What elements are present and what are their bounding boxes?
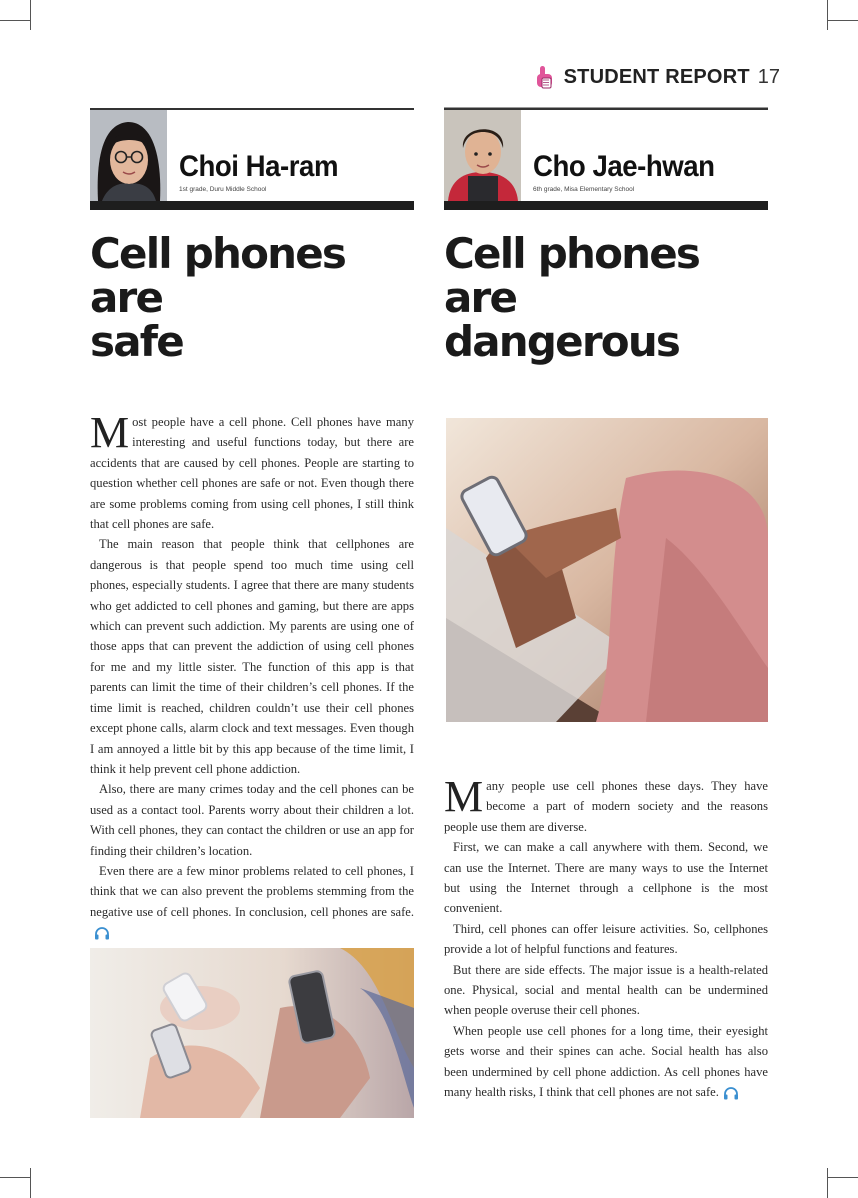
paragraph: The main reason that people think that cellphones are dangerous is that people spend too much time using cell phones, especially students. I agree that there are many students who get addicted to cell phones and gaming, but there are apps which can prevent such addiction. My parents are using one of those apps that can prevent the addiction of using cell phones for me and my little sister. The function of this app is that parents can limit the time of their children’s cell phones. If the time limit is reached, children couldn’t use their cell phones except phone calls, alarm clock and text messages. Even though I am annoyed a little bit by this app because of the time limit, I think it help prevent cell phone addiction. (90, 537, 414, 776)
page-header (534, 64, 780, 90)
drop-cap: M (444, 772, 484, 821)
crop-mark (30, 0, 31, 30)
author-name: Cho Jae-hwan (533, 150, 715, 183)
author-photo-boy (444, 110, 521, 201)
paragraph: Even there are a few minor problems related to cell phones, I think that we can also prevent the problems stemming from the negative use of cell phones. In conclusion, cell phones are safe. (90, 861, 414, 943)
headline-right: Cell phones are dangerous (444, 229, 700, 366)
paragraph: But there are side effects. The major issue is a health-related one. Physical, social and mental health can be undermined when people overuse their cell phones. (444, 962, 768, 1018)
paragraph: Many people use cell phones these days. They have become a part of modern society and the reasons people use them are diverse. (444, 772, 768, 834)
crop-mark (827, 0, 828, 30)
author-card-left (90, 108, 414, 210)
headphones-icon (723, 1086, 739, 1100)
article-right (444, 772, 768, 1103)
crop-mark (0, 20, 30, 21)
paragraph: Most people have a cell phone. Cell phones have many interesting and useful functions today, but there are accidents that are caused by cell phones. People are starting to question whether cell phones are safe or not. Even though there are some problems coming from using cell phones, I still think that cell phones are safe. (90, 408, 414, 532)
photo-phone-and-laptop (446, 418, 768, 722)
photo-hands-with-phones (90, 948, 414, 1118)
crop-mark (828, 20, 858, 21)
pointing-hand-icon (534, 64, 556, 90)
drop-cap: M (90, 408, 130, 457)
author-photo-girl (90, 110, 167, 201)
article-left (90, 408, 414, 943)
page-number: 17 (757, 65, 780, 88)
paragraph: When people use cell phones for a long time, their eyesight gets worse and their spines can ache. Social health has also been undermined by cell phone addiction. As cell phones have many health risks, I think that cell phones are not safe. (444, 1023, 768, 1100)
paragraph: First, we can make a call anywhere with them. Second, we can use the Internet. There are many ways to use the Internet but using the Internet through a cellphone is the most convenient. (444, 840, 768, 916)
author-card-right (444, 108, 768, 210)
crop-mark (30, 1168, 31, 1198)
headline-left: Cell phones are safe (90, 229, 346, 366)
author-school: 6th grade, Misa Elementary School (533, 186, 635, 193)
author-school: 1st grade, Duru Middle School (179, 186, 267, 193)
headphones-icon (94, 926, 110, 940)
crop-mark (828, 1177, 858, 1178)
paragraph: Also, there are many crimes today and the cell phones can be used as a contact tool. Parents worry about their children a lot. With cell phones, they can contact the children or use an app for finding their children’s location. (90, 782, 414, 858)
crop-mark (0, 1177, 30, 1178)
paragraph: Third, cell phones can offer leisure activities. So, cellphones provide a lot of helpful functions and features. (444, 921, 768, 957)
author-name: Choi Ha-ram (179, 150, 339, 183)
crop-mark (827, 1168, 828, 1198)
section-label: STUDENT REPORT (563, 65, 750, 88)
